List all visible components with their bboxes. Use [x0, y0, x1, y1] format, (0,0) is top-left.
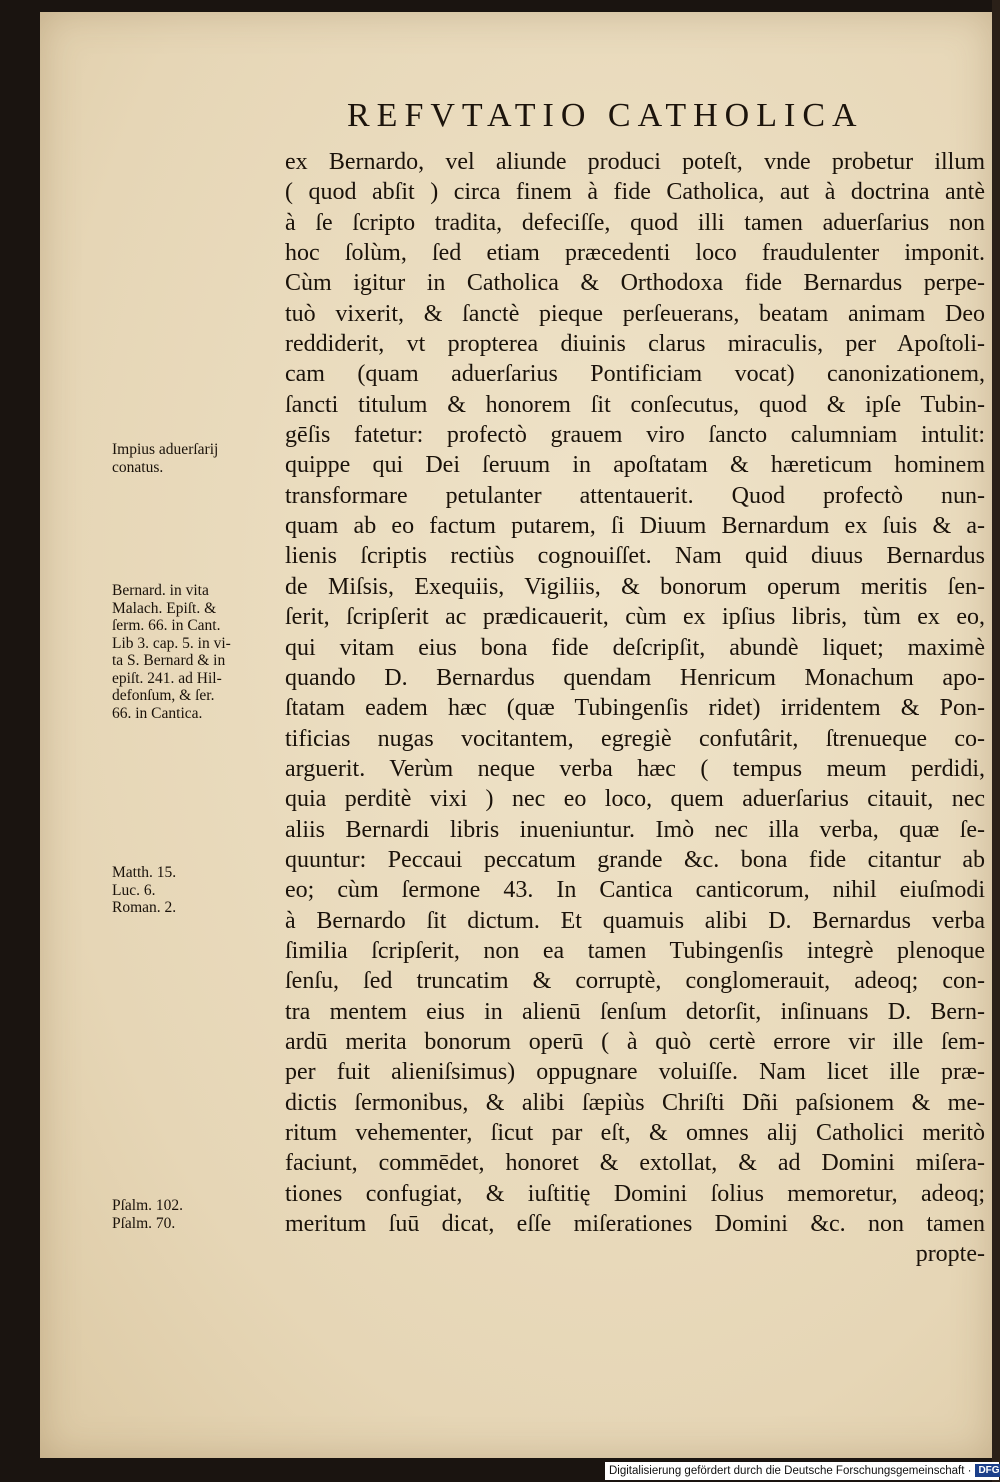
- text-line: reddiderit, vt propterea diuinis clarus miraculis, per Apoſtoli-: [285, 331, 985, 358]
- text-line: arguerit. Verùm neque verba hæc ( tempus meum perdidi,: [285, 755, 985, 782]
- text-line: ſtatam eadem hæc (quæ Tubingenſis ridet) irridentem & Pon-: [285, 695, 985, 722]
- text-line: à Bernardo ſit dictum. Et quamuis alibi D. Bernardus verba: [285, 907, 985, 934]
- text-line: faciunt, commēdet, honoret & extollat, & ad Domini miſera-: [285, 1150, 985, 1177]
- text-line: propte-: [915, 1241, 985, 1268]
- text-line: ſenſu, ſed truncatim & corruptè, conglomerauit, adeoq; con-: [285, 968, 985, 995]
- text-line: ſerit, ſcripſerit ac prædicauerit, cùm ex ipſius libris, tùm ex eo,: [285, 604, 985, 631]
- text-line: ardū merita bonorum operū ( à quò certè errore vir ille ſem-: [285, 1028, 985, 1055]
- text-line: tuò vixerit, & ſanctè pieque perſeuerans, beatam animam Deo: [285, 300, 985, 327]
- text-line: ſimilia ſcripſerit, non ea tamen Tubingenſis integrè plenoque: [285, 937, 985, 964]
- dfg-logo-icon: DFG: [975, 1464, 1000, 1477]
- margin-note-line: epiſt. 241. ad Hil-: [112, 669, 222, 687]
- body-text: [285, 147, 985, 1270]
- text-line: eo; cùm ſermone 43. In Cantica canticorum, nihil eiuſmodi: [285, 877, 985, 904]
- text-line: quia perditè vixi ) nec eo loco, quem aduerſarius citauit, nec: [285, 786, 985, 813]
- text-line: ex Bernardo, vel aliunde produci poteſt, vnde probetur illum: [285, 149, 985, 175]
- text-line: per fuit alieniſsimus) oppugnare voluiſſe. Nam licet ille præ-: [285, 1059, 985, 1086]
- text-line: de Miſsis, Exequiis, Vigiliis, & bonorum operum meritis ſen-: [285, 573, 985, 600]
- text-line: gēſis fatetur: profectò grauem viro ſancto calumniam intulit:: [285, 422, 985, 449]
- text-line: ( quod abſit ) circa finem à fide Catholica, aut à doctrina antè: [285, 179, 985, 206]
- margin-note-line: defonſum, & ſer.: [112, 687, 215, 704]
- text-line: ritum vehementer, ſicut par eſt, & omnes alij Catholici meritò: [285, 1120, 985, 1146]
- margin-note-line: conatus.: [112, 458, 164, 476]
- margin-note-line: Pſalm. 102.: [112, 1197, 184, 1214]
- margin-note-line: 66. in Cantica.: [112, 704, 203, 722]
- margin-note-line: Luc. 6.: [112, 881, 156, 899]
- margin-note-psalm: [112, 1197, 282, 1232]
- margin-note-impius: [112, 441, 282, 476]
- text-line: à ſe ſcripto tradita, defeciſſe, quod illi tamen aduerſarius non: [285, 209, 985, 236]
- margin-note-line: Pſalm. 70.: [112, 1214, 176, 1232]
- margin-note-line: ſerm. 66. in Cant.: [112, 617, 221, 634]
- text-line: lienis ſcriptis rectiùs cognouiſſet. Nam quid diuus Bernardus: [285, 543, 985, 570]
- margin-note-line: Roman. 2.: [112, 899, 177, 916]
- footer-text: Digitalisierung gefördert durch die Deutsche Forschungsgemeinschaft ·: [609, 1465, 972, 1477]
- text-line: cam (quam aduerſarius Pontificiam vocat) canonizationem,: [285, 361, 985, 388]
- text-line: aliis Bernardi libris inueniuntur. Imò nec illa verba, quæ ſe-: [285, 816, 985, 843]
- text-line: tiones confugiat, & iuſtitię Domini ſolius memoretur, adeoq;: [285, 1180, 985, 1207]
- margin-note-line: Impius aduerſarij: [112, 441, 219, 458]
- margin-note-bernard: [112, 582, 282, 722]
- text-line: tra mentem eius in alienū ſenſum detorſit, inſinuans D. Bern-: [285, 998, 985, 1025]
- margin-note-line: Bernard. in vita: [112, 582, 209, 599]
- text-line: hoc ſolùm, ſed etiam præcedenti loco fraudulenter imponit.: [285, 240, 985, 267]
- margin-note-line: Malach. Epiſt. &: [112, 599, 217, 617]
- text-line: tificias nugas vocitantem, egregiè confutârit, ſtrenueque co-: [285, 725, 985, 752]
- text-line: quippe qui Dei ſeruum in apoſtatam & hæreticum hominem: [285, 452, 985, 479]
- margin-note-line: Lib 3. cap. 5. in vi-: [112, 634, 231, 652]
- margin-note-matth: [112, 864, 282, 917]
- margin-note-line: Matth. 15.: [112, 864, 177, 881]
- text-line: transformare petulanter attentauerit. Quod profectò nun-: [285, 482, 985, 509]
- margin-note-line: ta S. Bernard & in: [112, 652, 226, 669]
- page-edge: [992, 0, 1000, 1482]
- text-line: Cùm igitur in Catholica & Orthodoxa fide Bernardus perpe-: [285, 270, 985, 297]
- running-head: REFVTATIO CATHOLICA: [347, 97, 864, 134]
- text-line: dictis ſermonibus, & alibi ſæpiùs Chriſti Dñi paſsionem & me-: [285, 1089, 985, 1116]
- footer-credit: [605, 1462, 999, 1480]
- text-line: quam ab eo factum putarem, ſi Diuum Bernardum ex ſuis & a-: [285, 513, 985, 540]
- text-line: quuntur: Peccaui peccatum grande &c. bona fide citantur ab: [285, 846, 985, 873]
- text-line: quando D. Bernardus quendam Henricum Monachum apo-: [285, 664, 985, 691]
- text-line: ſancti titulum & honorem ſit conſecutus, quod & ipſe Tubin-: [285, 391, 985, 418]
- text-line: meritum ſuū dicat, eſſe miſerationes Domini &c. non tamen: [285, 1211, 985, 1238]
- text-line: qui vitam eius bona fide deſcripſit, abundè liquet; maximè: [285, 634, 985, 661]
